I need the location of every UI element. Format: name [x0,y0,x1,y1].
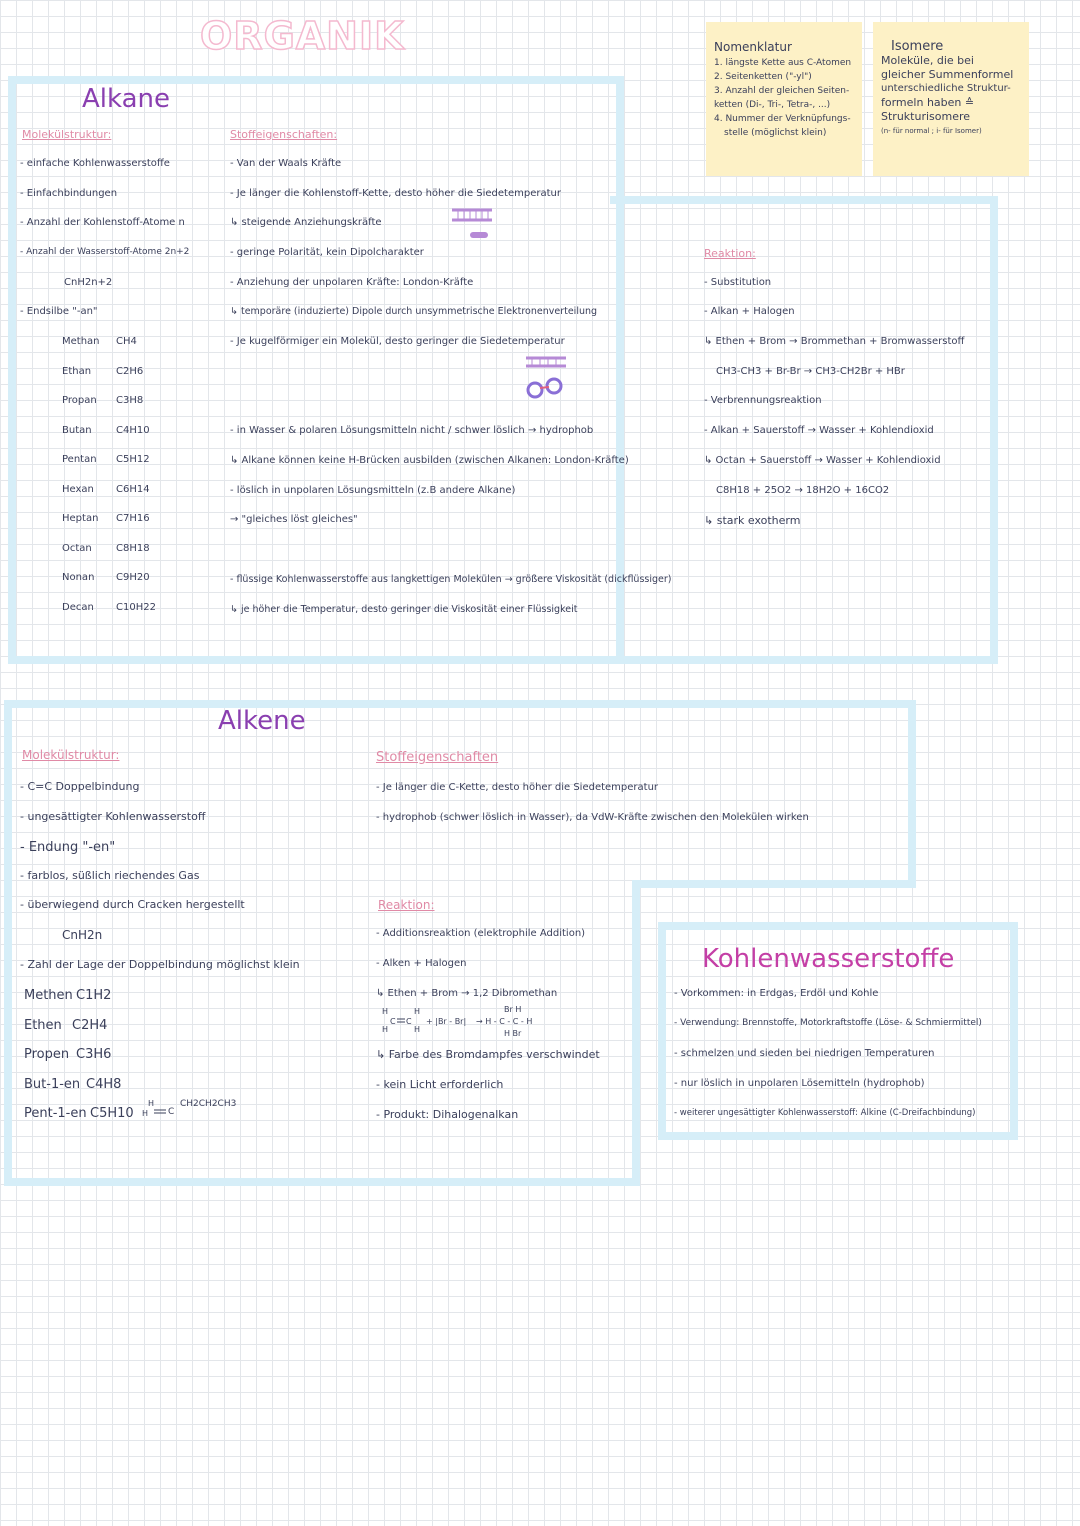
alkane-structure-line: - Einfachbindungen [20,188,118,199]
alkane-formula: C9H20 [116,572,150,583]
alkane-series-list [62,336,156,631]
alkene-heading: Alkene [218,706,306,736]
alkane-reaction-line: - Substitution [704,277,772,288]
alkane-name: Heptan [62,513,99,524]
isomers-line: unterschiedliche Struktur- [881,83,1011,94]
alkene-general-formula: CnH2n [62,928,103,942]
isomers-note [873,22,1029,176]
page-title: ORGANIK [200,14,405,58]
alkene-formula: C4H8 [86,1076,122,1092]
alkane-reaction-line: - Alkan + Sauerstoff → Wasser + Kohlendioxid [704,425,934,436]
alkane-name: Methan [62,336,100,347]
molecule-doodle-icon [448,204,498,244]
alkene-formula: C3H6 [76,1047,112,1062]
alkene-reaction-line: ↳ Farbe des Bromdampfes verschwindet [376,1048,600,1061]
nomenclature-line: 2. Seitenketten ("-yl") [714,72,812,82]
alkane-reaction-heading: Reaktion: [704,247,756,260]
alkane-series-item [62,513,156,543]
kohlenwasserstoffe-line: - schmelzen und sieden bei niedrigen Temperaturen [674,1048,935,1059]
isomers-heading: Isomere [891,39,944,54]
kohlenwasserstoffe-heading: Kohlenwasserstoffe [702,944,955,974]
alkane-structure-heading: Molekülstruktur: [22,128,112,141]
nomenclature-line: 3. Anzahl der gleichen Seiten- [714,86,850,96]
alkane-name: Ethan [62,365,92,377]
alkene-property-line: - Je länger die C-Kette, desto höher die Siedetemperatur [376,782,659,793]
isomers-line: gleicher Summenformel [881,68,1014,81]
nomenclature-line: ketten (Di-, Tri-, Tetra-, ...) [714,100,831,110]
alkane-reaction-line: ↳ stark exotherm [704,514,801,527]
alkene-series-item [24,1077,134,1107]
alkane-name: Nonan [62,572,95,583]
svg-text:C: C [168,1107,175,1117]
svg-text:H: H [382,1007,389,1016]
alkane-name: Pentan [62,454,97,465]
molecule-doodle-icon [522,352,572,404]
svg-text:C: C [406,1017,412,1026]
alkene-series-item [24,1047,134,1077]
alkane-name: Propan [62,395,97,406]
alkane-reaction-line: - Alkan + Halogen [704,306,795,317]
svg-text:+ |Br - Br|: + |Br - Br| [426,1017,467,1026]
alkene-structure-heading: Molekülstruktur: [22,748,120,762]
pentene-structure-icon [140,1094,240,1124]
alkane-reaction-line: - Verbrennungsreaktion [704,395,822,406]
kohlenwasserstoffe-line: - Vorkommen: in Erdgas, Erdöl und Kohle [674,988,879,999]
isomers-line: Strukturisomere [881,110,971,123]
alkene-properties-heading: Stoffeigenschaften [376,750,499,765]
alkane-property-line: - Je kugelförmiger ein Molekül, desto geringer die Siedetemperatur [230,336,565,347]
alkane-name: Butan [62,424,92,436]
alkane-formula: C10H22 [116,601,156,613]
alkane-series-item [62,484,156,514]
alkene-reaction-line: - Additionsreaktion (elektrophile Addition) [376,928,586,939]
alkane-formula: CH4 [116,336,137,347]
alkane-series-item [62,336,156,366]
alkane-formula: C6H14 [116,483,150,495]
alkane-property-line: - in Wasser & polaren Lösungsmitteln nicht / schwer löslich → hydrophob [230,425,594,436]
alkene-structure-line: - C=C Doppelbindung [20,780,140,793]
isomers-line: formeln haben ≙ [881,96,975,109]
kohlenwasserstoffe-line: - nur löslich in unpolaren Lösemitteln (hydrophob) [674,1078,925,1089]
alkane-formula: C3H8 [116,395,144,406]
alkane-property-line: → "gleiches löst gleiches" [230,514,358,525]
alkene-frame-notch [632,880,916,888]
alkene-structure-line: - farblos, süßlich riechendes Gas [20,869,200,882]
alkane-series-item [62,572,156,602]
alkane-series-item [62,425,156,455]
alkane-property-line: ↳ je höher die Temperatur, desto geringer die Viskosität einer Flüssigkeit [230,604,578,615]
svg-text:H: H [414,1007,421,1016]
nomenclature-line: stelle (möglichst klein) [724,128,827,138]
alkane-series-item [62,454,156,484]
alkane-structure-line: - einfache Kohlenwasserstoffe [20,158,170,169]
alkene-structure-line: - ungesättigter Kohlenwasserstoff [20,810,206,823]
alkene-series-list [24,988,134,1136]
alkane-property-line: ↳ temporäre (induzierte) Dipole durch unsymmetrische Elektronenverteilung [230,306,598,317]
nomenclature-note [706,22,862,176]
alkene-reaction-line: - Produkt: Dihalogenalkan [376,1108,519,1121]
alkene-name: Propen [24,1047,70,1062]
alkene-structure-line: - Endung "-en" [20,840,116,855]
alkane-formula: C7H16 [116,513,150,524]
alkane-general-formula: CnH2n+2 [64,277,113,288]
alkane-name: Decan [62,601,94,613]
alkene-reaction-line: - kein Licht erforderlich [376,1078,504,1091]
alkene-property-line: - hydrophob (schwer löslich in Wasser), da VdW-Kräfte zwischen den Molekülen wirken [376,812,809,823]
alkane-reaction-line: ↳ Ethen + Brom → Brommethan + Bromwasserstoff [704,336,965,347]
alkene-formula: C2H4 [72,1017,108,1033]
svg-text:→ H - C - C - H: → H - C - C - H [476,1017,533,1026]
kohlenwasserstoffe-line: - Verwendung: Brennstoffe, Motorkraftstoffe (Löse- & Schmiermittel) [674,1018,982,1028]
alkane-structure-line: - Endsilbe "-an" [20,306,98,317]
alkene-series-item [24,1018,134,1048]
nomenclature-heading: Nomenklatur [714,40,792,54]
alkane-formula: C5H12 [116,454,150,465]
alkane-property-line: - flüssige Kohlenwasserstoffe aus langkettigen Molekülen → größere Viskosität (dickflüssiger) [230,574,672,585]
alkane-reaction-line: ↳ Octan + Sauerstoff → Wasser + Kohlendioxid [704,455,941,466]
alkane-name: Octan [62,542,92,554]
svg-text:Br H: Br H [504,1005,522,1014]
alkane-reaction-equation: CH3-CH3 + Br-Br → CH3-CH2Br + HBr [716,366,905,377]
svg-text:H: H [382,1025,389,1034]
alkane-name: Hexan [62,483,94,495]
alkane-property-line: - Van der Waals Kräfte [230,158,342,169]
alkane-structure-line: - Anzahl der Wasserstoff-Atome 2n+2 [20,247,190,257]
svg-text:H Br: H Br [504,1029,522,1038]
svg-text:C: C [390,1017,396,1026]
alkane-structure-line: - Anzahl der Kohlenstoff-Atome n [20,217,185,228]
alkene-reaction-heading: Reaktion: [378,898,435,912]
alkane-formula: C4H10 [116,424,150,436]
alkane-series-item [62,366,156,396]
addition-mechanism-icon [380,1004,580,1040]
alkane-heading: Alkane [82,84,171,114]
alkane-property-line: ↳ steigende Anziehungskräfte [230,217,382,228]
alkane-property-line: - Je länger die Kohlenstoff-Kette, desto höher die Siedetemperatur [230,188,561,199]
svg-text:H: H [142,1109,149,1118]
alkane-property-line: - geringe Polarität, kein Dipolcharakter [230,247,424,258]
alkane-formula: C8H18 [116,542,150,554]
alkene-name: Ethen [24,1017,62,1033]
alkane-series-item [62,543,156,573]
alkane-series-item [62,395,156,425]
alkene-reaction-line: - Alken + Halogen [376,958,467,969]
alkane-property-line: - Anziehung der unpolaren Kräfte: London-Kräfte [230,277,474,288]
svg-text:H: H [148,1099,155,1108]
kohlenwasserstoffe-line: - weiterer ungesättigter Kohlenwasserstoff: Alkine (C-Dreifachbindung) [674,1108,976,1118]
alkane-formula: C2H6 [116,365,144,377]
alkane-property-line: - löslich in unpolaren Lösungsmitteln (z.B andere Alkane) [230,485,516,496]
alkane-property-line: ↳ Alkane können keine H-Brücken ausbilden (zwischen Alkanen: London-Kräfte) [230,455,629,466]
nomenclature-line: 4. Nummer der Verknüpfungs- [714,114,851,124]
alkene-formula: C5H10 [90,1106,134,1121]
isomers-line: Moleküle, die bei [881,54,974,67]
nomenclature-line: 1. längste Kette aus C-Atomen [714,58,852,68]
svg-text:CH2CH2CH3: CH2CH2CH3 [180,1099,237,1109]
alkene-structure-line: - Zahl der Lage der Doppelbindung möglichst klein [20,958,300,971]
alkane-series-item [62,602,156,632]
alkene-series-item [24,1106,134,1136]
svg-text:H: H [414,1025,421,1034]
alkene-frame [4,700,916,886]
alkane-reaction-equation: C8H18 + 25O2 → 18H2O + 16CO2 [716,485,890,496]
alkene-name: Pent-1-en [24,1106,87,1121]
alkene-reaction-line: ↳ Ethen + Brom → 1,2 Dibromethan [376,988,558,999]
isomers-line: (n- für normal ; i- für Isomer) [881,127,982,135]
alkene-formula: C1H2 [76,988,112,1003]
alkene-structure-line: - überwiegend durch Cracken hergestellt [20,898,245,911]
alkene-name: Methen [24,988,73,1003]
alkene-name: But-1-en [24,1076,81,1092]
alkane-properties-heading: Stoffeigenschaften: [230,128,338,141]
alkene-series-item [24,988,134,1018]
